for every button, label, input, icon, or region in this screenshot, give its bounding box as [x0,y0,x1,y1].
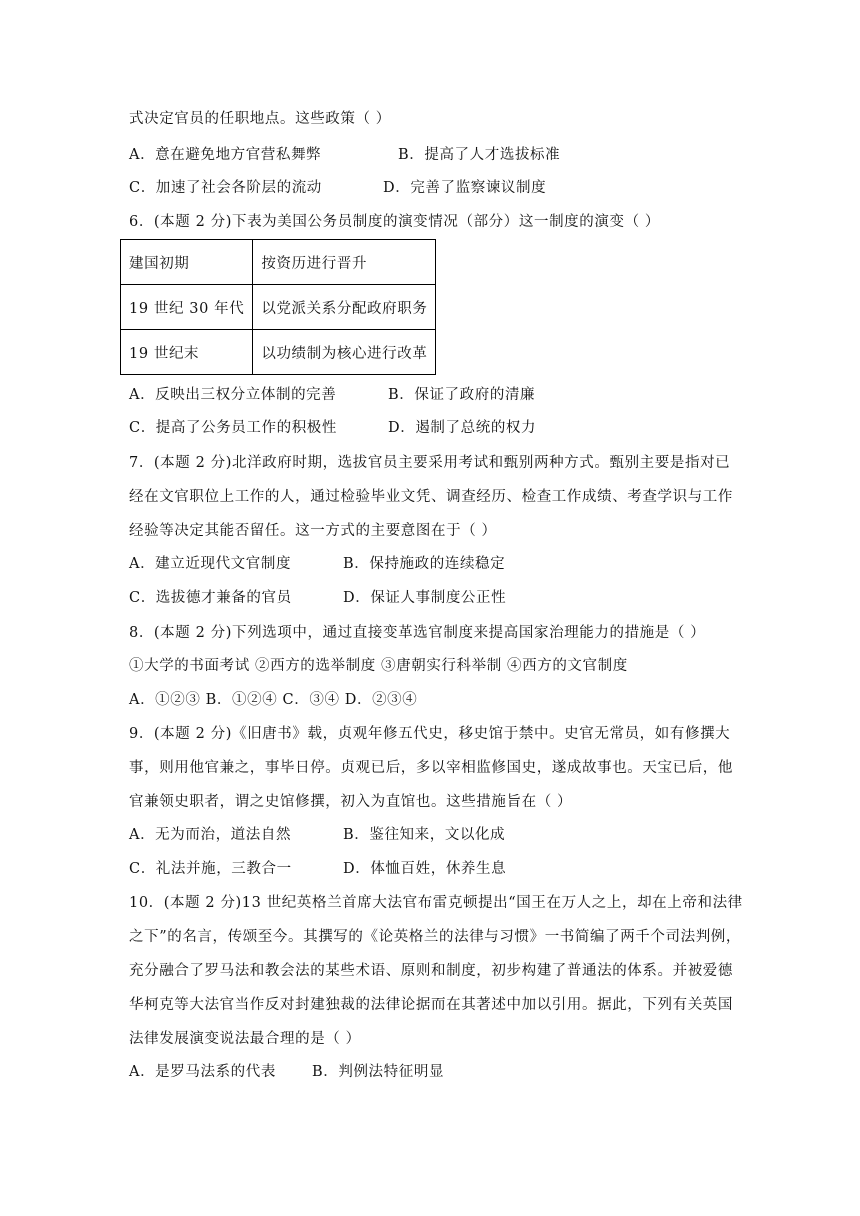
table-cell: 按资历进行晋升 [253,240,436,285]
q5-option-c: C．加速了社会各阶层的流动 [129,180,322,196]
q9-option-a: A．无为而治，道法自然 [129,827,292,843]
q9-option-c: C．礼法并施，三教合一 [129,861,292,877]
q9-stem-line: 9．(本题 2 分)《旧唐书》载，贞观年修五代史，移史馆于禁中。史官无常员，如有修撰大 [129,726,731,742]
q10-stem-line: 法律发展演变说法最合理的是（ ） [129,1031,361,1047]
q6-option-c: C．提高了公务员工作的积极性 [129,420,337,436]
q9-option-d: D．体恤百姓，休养生息 [343,861,507,877]
q9-stem-line: 事，则用他官兼之，事毕日停。贞观已后，多以宰相监修国史，遂成故事也。天宝已后，他 [129,760,733,776]
q7-option-a: A．建立近现代文官制度 [129,556,292,572]
table-cell: 以党派关系分配政府职务 [253,285,436,330]
q5-option-b: B．提高了人才选拔标准 [398,147,561,163]
table-cell: 19 世纪末 [121,330,253,375]
q5-option-a: A．意在避免地方官营私舞弊 [129,147,322,163]
q10-stem-line: 充分融合了罗马法和教会法的某些术语、原则和制度，初步构建了普通法的体系。并被爱德 [129,963,733,979]
table-row [121,240,436,285]
q6-stem: 6．(本题 2 分)下表为美国公务员制度的演变情况（部分）这一制度的演变（ ） [129,214,660,230]
q6-table [120,239,436,375]
q10-stem-line: 10．(本题 2 分)13 世纪英格兰首席大法官布雷克顿提出“国王在万人之上，却在上帝和法律 [129,895,743,911]
q10-option-b: B．判例法特征明显 [312,1064,445,1080]
table-cell: 19 世纪 30 年代 [121,285,253,330]
table-cell: 以功绩制为核心进行改革 [253,330,436,375]
q9-stem-line: 官兼领史职者，谓之史馆修撰，初入为直馆也。这些措施旨在（ ） [129,794,573,810]
q7-option-b: B．保持施政的连续稳定 [343,556,506,572]
q5-stem-tail: 式决定官员的任职地点。这些政策（ ） [129,111,391,127]
q7-stem-line: 7．(本题 2 分)北洋政府时期，选拔官员主要采用考试和甄别两种方式。甄别主要是指对已 [129,455,731,471]
q6-option-d: D．遏制了总统的权力 [388,420,537,436]
table-row [121,285,436,330]
q6-option-b: B．保证了政府的清廉 [388,387,536,403]
q10-option-a: A．是罗马法系的代表 [129,1064,276,1080]
q6-option-a: A．反映出三权分立体制的完善 [129,387,337,403]
q8-items: ①大学的书面考试 ②西方的选举制度 ③唐朝实行科举制 ④西方的文官制度 [129,658,628,674]
q7-stem-line: 经在文官职位上工作的人，通过检验毕业文凭、调查经历、检查工作成绩、考查学识与工作 [129,489,733,505]
q8-stem: 8．(本题 2 分)下列选项中，通过直接变革选官制度来提高国家治理能力的措施是（ ） [129,625,706,641]
q5-option-d: D．完善了监察谏议制度 [383,180,547,196]
q7-option-c: C．选拔德才兼备的官员 [129,590,292,606]
table-row [121,330,436,375]
q7-stem-line: 经验等决定其能否留任。这一方式的主要意图在于（ ） [129,523,497,539]
q10-stem-line: 之下”的名言，传颂至今。其撰写的《论英格兰的法律与习惯》一书简编了两千个司法判例， [129,929,742,945]
q10-stem-line: 华柯克等大法官当作反对封建独裁的法律论据而在其著述中加以引用。据此，下列有关英国 [129,997,733,1013]
q8-options: A．①②③ B．①②④ C．③④ D．②③④ [129,692,418,708]
q9-option-b: B．鉴往知来，文以化成 [343,827,506,843]
q7-option-d: D．保证人事制度公正性 [343,590,507,606]
table-cell: 建国初期 [121,240,253,285]
